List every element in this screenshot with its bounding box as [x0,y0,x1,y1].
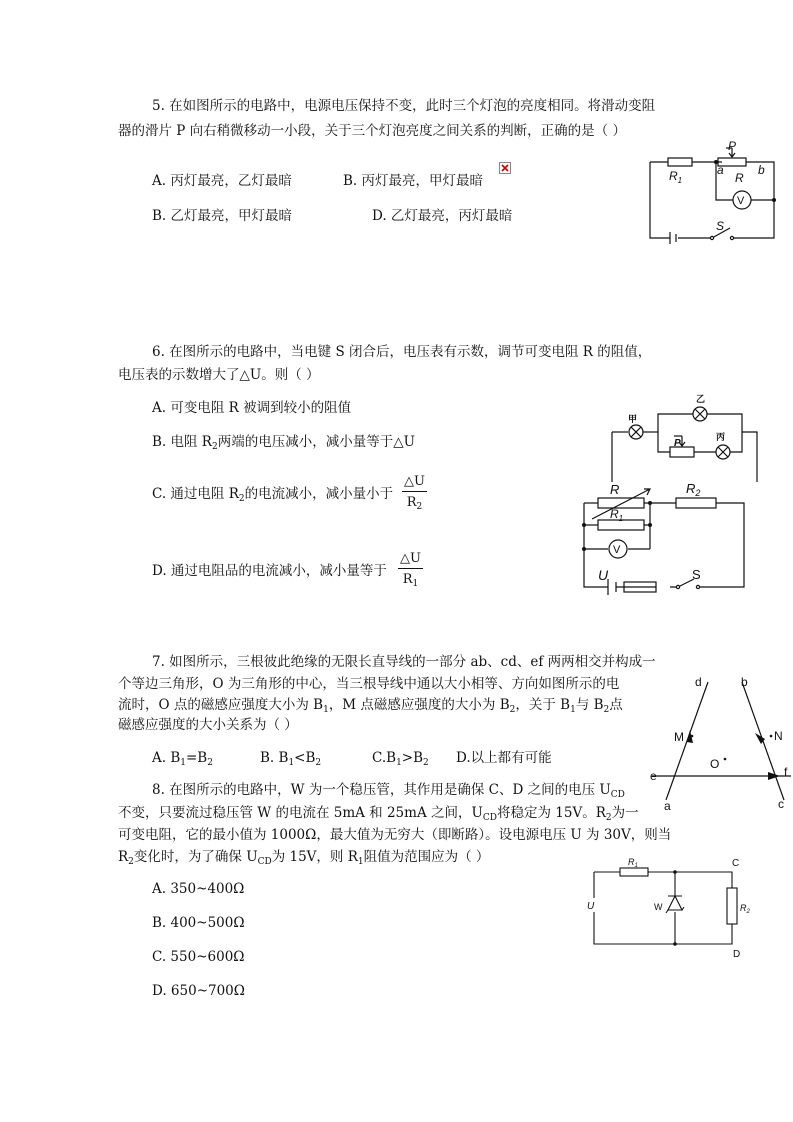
q7-option-b: B. $B_1<B_2$ [260,750,322,768]
q7-label-b: b [741,675,748,689]
q8-option-c: C. 550~600Ω [152,949,245,965]
q8-label-c: C [732,858,740,869]
q5-option-c: B. 乙灯最亮，甲灯最暗 [152,208,293,224]
q7-option-a: A. $B_1=B_2$ [152,750,213,768]
q5-label-s: S [716,219,725,233]
q5-option-d: D. 乙灯最亮，丙灯最暗 [372,208,513,224]
q6-lamp-p-label: P [674,438,681,449]
q7-stem-line3: 流时，O 点的磁感应强度大小为 $B_1$，M 点磁感应强度的大小为 $B_2$，关于 $B_1$与 $B_2$点 [118,697,623,715]
q7-label-c: c [778,797,784,811]
q6-label-s: S [692,567,701,582]
q5-stem-line2: 器的滑片 P 向右稍微移动一小段，关于三个灯泡亮度之间关系的判断，正确的是（ ） [118,123,626,139]
q8-stem-line3: 可变电阻，它的最小值为 1000Ω，最大值为无穷大（即断路）。设电源电压 U 为 30V，则当 [118,827,672,843]
q7-label-o: O [710,757,720,771]
q7-label-a: a [664,799,671,813]
q6-option-d: D. 通过电阻品的电流减小，减小量等于 [152,563,387,579]
q8-label-r2: $R_2$ [740,903,750,915]
q6-option-c-fraction: $\frac{\triangle U}{R_2}$ [404,474,425,512]
q5-option-a: A. 丙灯最亮，乙灯最暗 [152,173,292,189]
q8-circuit-diagram [582,856,762,961]
q5-stem-line1: 5. 在如图所示的电路中，电源电压保持不变，此时三个灯泡的亮度相同。将滑动变阻 [152,98,656,114]
q7-option-c: $C.B_1>B_2$ [372,750,429,768]
q8-label-w: W [654,902,663,912]
q7-triangle-diagram [650,672,793,812]
q8-label-d: D [733,949,741,960]
q6-stem-line1: 6. 在图所示的电路中，当电键 S 闭合后，电压表有示数，调节可变电阻 R 的阻值， [152,344,652,360]
q8-label-r1: $R_1$ [628,857,638,869]
q8-option-b: B. 400~500Ω [152,915,245,931]
broken-image-icon [499,162,511,174]
q8-option-d: D. 650~700Ω [152,983,245,999]
q8-option-a: A. 350~400Ω [152,881,245,897]
q7-label-e: e [650,769,657,783]
q7-stem-line1: 7. 如图所示，三根彼此绝缘的无限长直导线的一部分 ab、cd、ef 两两相交并构成一 [152,654,656,670]
q5-label-p: P [728,139,737,153]
q7-label-m: M [674,730,684,744]
q5-option-b: B. 丙灯最亮，甲灯最暗 [343,173,484,189]
q7-option-d: D.以上都有可能 [456,750,552,766]
q6-option-b: B. 电阻 $R_2$两端的电压减小，减小量等于△U [152,434,415,452]
q7-stem-line4: 磁感应强度的大小关系为（ ） [118,717,298,733]
q8-stem-line2: 不变，只要流过稳压管 W 的电流在 5mA 和 25mA 之间，$U_{CD}$将稳定为 15V。$R_2$为一 [118,805,639,823]
q6-lamp-bing-label: 丙 [716,432,726,442]
q8-stem-line4: $R_2$变化时，为了确保 $U_{CD}$为 15V，则 $R_1$阻值为范围应为（ ） [118,849,490,867]
q6-lamp-yi-label: 乙 [696,394,706,404]
q8-label-u: U [587,901,595,912]
q7-label-f: f [784,765,788,779]
q7-label-n: N [774,729,783,743]
q7-label-d: d [695,675,702,689]
q5-label-r1: $R_1$ [669,169,683,185]
q6-voltmeter-label: V [613,544,621,556]
q8-stem-line1: 8. 在图所示的电路中，W 为一个稳压管，其作用是确保 C、D 之间的电压 $U_{CD}$ [152,782,625,800]
q6-label-r: R [610,482,620,497]
q6-option-c: C. 通过电阻 $R_2$的电流减小，减小量小于 [152,486,394,504]
q5-circuit-diagram [640,140,780,245]
q6-lamp-jia-label: 甲 [628,414,638,424]
q6-stem-line2: 电压表的示数增大了△U。则（ ） [118,367,320,383]
q5-label-b: b [758,163,765,177]
q6-circuit-diagram [580,475,750,595]
q6-option-d-fraction: $\frac{\triangle U}{R_1}$ [400,551,421,589]
q7-stem-line2: 个等边三角形，O 为三角形的中心，当三根导线中通以大小相等、方向如图所示的电 [118,676,620,692]
q6-label-u: U [598,567,609,583]
q6-option-a: A. 可变电阻 R 被调到较小的阻值 [152,400,352,416]
q5-voltmeter-label: V [737,195,745,207]
q6-label-r1: $R_1$ [610,507,624,523]
q5-label-a: a [717,163,724,177]
q6-label-r2: $R_2$ [686,481,701,498]
q5-label-r: R [735,171,744,185]
